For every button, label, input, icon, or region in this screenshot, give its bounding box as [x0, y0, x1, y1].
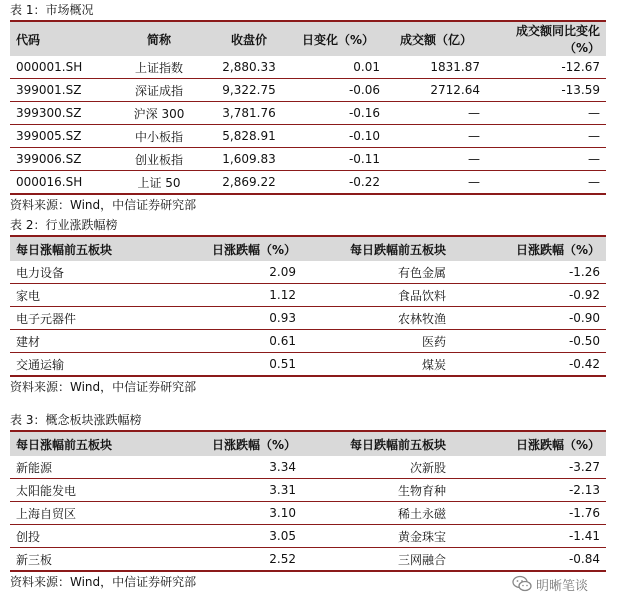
- cell-yoy: -13.59: [486, 79, 606, 102]
- cell-gainer: 家电: [10, 284, 160, 307]
- cell-gain: 2.52: [160, 548, 302, 572]
- cell-close: 2,869.22: [208, 171, 290, 195]
- header-loss-pct: 日涨跌幅（%）: [452, 237, 606, 261]
- cell-gain: 0.93: [160, 307, 302, 330]
- cell-code: 000016.SH: [10, 171, 110, 195]
- concept-ranking-table: [10, 432, 606, 572]
- cell-loser: 黄金珠宝: [302, 525, 452, 548]
- header-code: 代码: [10, 22, 110, 56]
- cell-gain: 1.12: [160, 284, 302, 307]
- table-row: [10, 261, 606, 284]
- table-3-source: 资料来源：Wind，中信证券研究部: [10, 575, 197, 589]
- header-close: 收盘价: [208, 22, 290, 56]
- cell-turnover: —: [386, 102, 486, 125]
- cell-turnover: —: [386, 125, 486, 148]
- header-gain-pct: 日涨跌幅（%）: [160, 432, 302, 456]
- cell-yoy: —: [486, 125, 606, 148]
- cell-gain: 2.09: [160, 261, 302, 284]
- table-3-caption: 表 3：概念板块涨跌幅榜: [10, 413, 142, 427]
- table-2-section: [10, 215, 606, 397]
- header-name: 简称: [110, 22, 208, 56]
- header-gain-pct: 日涨跌幅（%）: [160, 237, 302, 261]
- cell-gain: 0.51: [160, 353, 302, 377]
- cell-name: 上证 50: [110, 171, 208, 195]
- cell-loser: 生物育种: [302, 479, 452, 502]
- cell-gainer: 电力设备: [10, 261, 160, 284]
- table-row: [10, 171, 606, 195]
- cell-change: -0.10: [290, 125, 386, 148]
- table-row: [10, 525, 606, 548]
- table-header-row: [10, 237, 606, 261]
- cell-loss: -2.13: [452, 479, 606, 502]
- table-row: [10, 548, 606, 572]
- cell-close: 3,781.76: [208, 102, 290, 125]
- cell-gain: 3.05: [160, 525, 302, 548]
- cell-close: 5,828.91: [208, 125, 290, 148]
- cell-gain: 0.61: [160, 330, 302, 353]
- table-header-row: [10, 22, 606, 56]
- table-row: [10, 479, 606, 502]
- cell-gain: 3.34: [160, 456, 302, 479]
- cell-yoy: —: [486, 102, 606, 125]
- cell-loser: 三网融合: [302, 548, 452, 572]
- cell-turnover: 2712.64: [386, 79, 486, 102]
- cell-code: 000001.SH: [10, 56, 110, 79]
- table-row: [10, 56, 606, 79]
- cell-change: -0.11: [290, 148, 386, 171]
- table-row: [10, 125, 606, 148]
- table-row: [10, 307, 606, 330]
- cell-turnover: 1831.87: [386, 56, 486, 79]
- cell-code: 399005.SZ: [10, 125, 110, 148]
- cell-gainer: 太阳能发电: [10, 479, 160, 502]
- table-1-source: 资料来源：Wind，中信证券研究部: [10, 198, 197, 212]
- table-row: [10, 79, 606, 102]
- table-row: [10, 102, 606, 125]
- header-top-losers: 每日跌幅前五板块: [302, 432, 452, 456]
- industry-ranking-table: [10, 237, 606, 377]
- table-row: [10, 456, 606, 479]
- cell-loss: -1.76: [452, 502, 606, 525]
- cell-loser: 农林牧渔: [302, 307, 452, 330]
- cell-yoy: —: [486, 148, 606, 171]
- cell-close: 2,880.33: [208, 56, 290, 79]
- table-row: [10, 284, 606, 307]
- cell-loser: 医药: [302, 330, 452, 353]
- cell-loss: -0.42: [452, 353, 606, 377]
- cell-name: 上证指数: [110, 56, 208, 79]
- table-1-section: [10, 0, 606, 215]
- cell-name: 创业板指: [110, 148, 208, 171]
- table-row: [10, 353, 606, 377]
- cell-gain: 3.10: [160, 502, 302, 525]
- cell-gainer: 创投: [10, 525, 160, 548]
- cell-name: 深证成指: [110, 79, 208, 102]
- table-1-caption: 表 1：市场概况: [10, 3, 94, 17]
- header-top-gainers: 每日涨幅前五板块: [10, 432, 160, 456]
- cell-code: 399300.SZ: [10, 102, 110, 125]
- cell-loser: 煤炭: [302, 353, 452, 377]
- table-2-caption: 表 2：行业涨跌幅榜: [10, 218, 118, 232]
- table-row: [10, 502, 606, 525]
- cell-code: 399006.SZ: [10, 148, 110, 171]
- cell-loss: -3.27: [452, 456, 606, 479]
- cell-code: 399001.SZ: [10, 79, 110, 102]
- header-loss-pct: 日涨跌幅（%）: [452, 432, 606, 456]
- watermark: [512, 572, 588, 596]
- cell-change: -0.16: [290, 102, 386, 125]
- cell-yoy: -12.67: [486, 56, 606, 79]
- cell-loser: 次新股: [302, 456, 452, 479]
- table-header-row: [10, 432, 606, 456]
- cell-loser: 稀土永磁: [302, 502, 452, 525]
- cell-gainer: 交通运输: [10, 353, 160, 377]
- cell-loser: 有色金属: [302, 261, 452, 284]
- cell-gainer: 新能源: [10, 456, 160, 479]
- header-top-gainers: 每日涨幅前五板块: [10, 237, 160, 261]
- cell-loss: -0.92: [452, 284, 606, 307]
- table-row: [10, 330, 606, 353]
- cell-loser: 食品饮料: [302, 284, 452, 307]
- cell-gainer: 建材: [10, 330, 160, 353]
- cell-gainer: 电子元器件: [10, 307, 160, 330]
- header-daily-change: 日变化（%）: [290, 22, 386, 56]
- cell-gain: 3.31: [160, 479, 302, 502]
- cell-change: -0.22: [290, 171, 386, 195]
- header-top-losers: 每日跌幅前五板块: [302, 237, 452, 261]
- cell-change: 0.01: [290, 56, 386, 79]
- cell-gainer: 上海自贸区: [10, 502, 160, 525]
- cell-name: 沪深 300: [110, 102, 208, 125]
- cell-loss: -0.90: [452, 307, 606, 330]
- cell-yoy: —: [486, 171, 606, 195]
- cell-loss: -0.84: [452, 548, 606, 572]
- wechat-icon: [512, 575, 532, 593]
- market-overview-table: [10, 22, 606, 195]
- cell-close: 9,322.75: [208, 79, 290, 102]
- cell-name: 中小板指: [110, 125, 208, 148]
- header-turnover-yoy: 成交额同比变化（%）: [486, 22, 606, 56]
- cell-close: 1,609.83: [208, 148, 290, 171]
- table-2-source: 资料来源：Wind，中信证券研究部: [10, 380, 197, 394]
- table-row: [10, 148, 606, 171]
- cell-turnover: —: [386, 171, 486, 195]
- cell-loss: -1.41: [452, 525, 606, 548]
- cell-gainer: 新三板: [10, 548, 160, 572]
- cell-loss: -1.26: [452, 261, 606, 284]
- table-3-section: [10, 410, 606, 592]
- cell-change: -0.06: [290, 79, 386, 102]
- cell-turnover: —: [386, 148, 486, 171]
- cell-loss: -0.50: [452, 330, 606, 353]
- header-turnover: 成交额（亿）: [386, 22, 486, 56]
- watermark-text: 明晰笔谈: [536, 578, 589, 594]
